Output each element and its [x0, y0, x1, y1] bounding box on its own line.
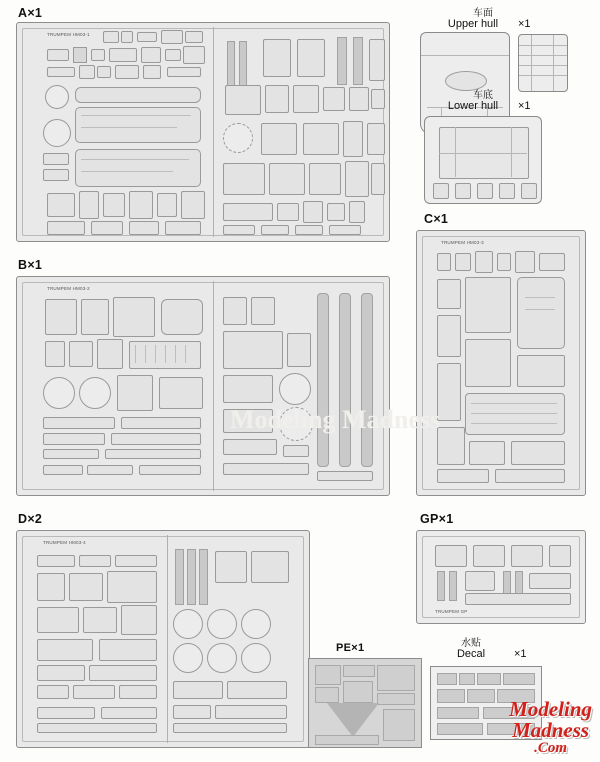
detail-line	[525, 297, 555, 298]
part	[79, 191, 99, 219]
decal-cn: 水贴	[461, 638, 481, 649]
part	[173, 705, 211, 719]
part	[117, 375, 153, 411]
part	[139, 465, 201, 475]
part-ring	[79, 377, 111, 409]
part	[465, 593, 571, 605]
pe-part	[343, 665, 375, 677]
detail-line	[135, 345, 136, 363]
part	[73, 685, 115, 699]
detail-line	[519, 45, 567, 46]
part	[437, 253, 451, 271]
watermark-ghost: Modeling Madness	[230, 405, 441, 434]
pe-fret	[308, 658, 422, 748]
part	[251, 297, 275, 325]
hull-axle	[433, 183, 449, 199]
sprue-a-divider	[213, 27, 214, 237]
watermark-logo	[509, 699, 592, 756]
part	[43, 449, 99, 459]
part	[371, 89, 385, 109]
pe-part	[377, 665, 415, 691]
sprue-d-label: D×2	[18, 512, 43, 526]
part	[349, 87, 369, 111]
part	[81, 299, 109, 335]
part-rod	[437, 571, 445, 601]
part	[173, 723, 287, 733]
sprue-d-tag: TRUMPEM HM03-4	[43, 540, 86, 545]
part-ring	[279, 373, 311, 405]
part	[223, 225, 255, 235]
detail-line	[553, 35, 554, 91]
part-rod	[199, 549, 208, 605]
pe-part	[383, 709, 415, 741]
part	[495, 469, 565, 483]
detail-line	[81, 115, 191, 116]
part	[37, 685, 69, 699]
part	[343, 121, 363, 157]
part	[115, 65, 139, 79]
part	[223, 439, 277, 455]
decal-item	[437, 673, 457, 685]
detail-line	[165, 345, 166, 363]
part	[47, 49, 69, 61]
part-frame-rail	[339, 293, 351, 467]
part	[265, 85, 289, 113]
part	[37, 639, 93, 661]
part	[473, 545, 505, 567]
part	[225, 85, 261, 115]
part	[475, 251, 493, 273]
part	[251, 551, 289, 583]
part	[69, 573, 103, 601]
part	[159, 377, 203, 409]
part	[47, 67, 75, 77]
sprue-gp-tag: TRUMPEM GP	[435, 609, 468, 614]
part	[455, 253, 471, 271]
part	[165, 221, 201, 235]
hull-axle	[477, 183, 493, 199]
sprue-b-label: B×1	[18, 258, 43, 272]
pe-label: PE×1	[336, 642, 365, 654]
sprue-b-divider	[213, 281, 214, 491]
part	[223, 463, 309, 475]
part	[465, 393, 565, 435]
watermark-line-1: Modeling	[509, 697, 592, 721]
part	[97, 66, 111, 78]
sprue-c-label: C×1	[424, 212, 449, 226]
part	[283, 445, 309, 457]
detail-line	[471, 413, 557, 414]
part	[111, 433, 201, 445]
part	[539, 253, 565, 271]
detail-line	[155, 345, 156, 363]
part	[47, 221, 85, 235]
part	[73, 47, 87, 63]
part	[437, 315, 461, 357]
part	[345, 161, 369, 197]
part	[469, 441, 505, 465]
part	[261, 225, 289, 235]
part	[517, 355, 565, 387]
lower-hull-body	[424, 116, 542, 204]
part	[465, 277, 511, 333]
part-ring	[45, 85, 69, 109]
part	[297, 39, 325, 77]
part	[89, 665, 157, 681]
pe-part	[315, 735, 379, 745]
part	[181, 191, 205, 219]
part-rod	[449, 571, 457, 601]
sprue-gp	[416, 530, 586, 624]
part-rod	[187, 549, 196, 605]
decal-item	[459, 673, 475, 685]
detail-line	[175, 345, 176, 363]
decal-en: Decal	[456, 648, 486, 660]
part	[295, 225, 323, 235]
part	[465, 571, 495, 591]
part	[79, 65, 95, 79]
part	[37, 555, 75, 567]
part	[43, 433, 105, 445]
detail-line	[471, 423, 557, 424]
sprue-b-tag: TRUMPEM HM03-2	[47, 286, 90, 291]
detail-line	[519, 65, 567, 66]
part	[37, 573, 65, 601]
lower-hull-en: Lower hull	[447, 100, 499, 112]
detail-line	[519, 55, 567, 56]
sprue-a	[16, 22, 390, 242]
detail-line	[185, 345, 186, 363]
part-wheel	[207, 609, 237, 639]
part	[105, 449, 201, 459]
part-rod	[337, 37, 347, 85]
decal-item	[503, 673, 535, 685]
lower-hull-cn: 车底	[473, 90, 493, 101]
part	[97, 339, 123, 369]
part	[349, 201, 365, 223]
part-hull-side	[75, 149, 201, 187]
part	[167, 67, 201, 77]
hull-axle	[499, 183, 515, 199]
part-frame-rail	[361, 293, 373, 467]
part	[115, 555, 157, 567]
part	[43, 153, 69, 165]
part-ring	[43, 119, 71, 147]
part	[511, 545, 543, 567]
part	[121, 31, 133, 43]
part	[497, 253, 511, 271]
detail-line	[531, 35, 532, 91]
hull-axle	[521, 183, 537, 199]
part	[37, 607, 79, 633]
part	[47, 193, 75, 217]
decal-item	[477, 673, 501, 685]
part	[113, 297, 155, 337]
part-wheel	[173, 609, 203, 639]
sprue-d-divider	[167, 535, 168, 743]
part	[511, 441, 565, 465]
sprue-a-tag: TRUMPEM HM03-1	[47, 32, 90, 37]
hull-axle	[455, 183, 471, 199]
part	[323, 87, 345, 111]
part	[119, 685, 157, 699]
part	[43, 465, 83, 475]
part	[515, 251, 535, 273]
detail-line	[421, 55, 509, 56]
part	[223, 297, 247, 325]
part-wheel	[241, 643, 271, 673]
part	[371, 163, 385, 195]
part-rod	[175, 549, 184, 605]
part	[223, 163, 265, 195]
part	[223, 203, 273, 221]
part	[269, 163, 305, 195]
part	[69, 341, 93, 367]
part	[223, 331, 283, 369]
part	[161, 30, 183, 44]
part	[303, 201, 323, 223]
part	[43, 417, 115, 429]
part-ring	[43, 377, 75, 409]
part	[173, 681, 223, 699]
part	[215, 551, 247, 583]
part	[327, 203, 345, 221]
decal-item	[437, 689, 465, 703]
part	[369, 39, 385, 81]
part	[45, 299, 77, 335]
upper-hull-detail	[518, 34, 568, 92]
pe-triangle-part	[327, 703, 379, 737]
part	[121, 417, 201, 429]
part	[129, 191, 153, 219]
watermark-line-2: Madness	[512, 718, 590, 742]
part	[549, 545, 571, 567]
part	[437, 363, 461, 421]
part	[141, 47, 161, 63]
part	[83, 607, 117, 633]
part	[103, 193, 125, 217]
detail-line	[525, 309, 555, 310]
detail-line	[455, 127, 456, 177]
upper-hull-count: ×1	[518, 18, 531, 30]
part	[437, 469, 489, 483]
part	[101, 707, 157, 719]
part	[45, 341, 65, 367]
part	[43, 169, 69, 181]
part	[99, 639, 157, 661]
part	[185, 31, 203, 43]
part	[437, 427, 465, 465]
part	[37, 707, 95, 719]
sprue-b	[16, 276, 390, 496]
part-hull-side	[75, 107, 201, 143]
part	[329, 225, 361, 235]
detail-line	[81, 171, 173, 172]
detail-line	[519, 75, 567, 76]
part	[121, 605, 157, 635]
sprue-c	[416, 230, 586, 496]
detail-line	[471, 403, 557, 404]
part	[107, 571, 157, 603]
detail-line	[81, 159, 189, 160]
watermark-line-3: .Com	[534, 740, 568, 756]
part	[435, 545, 467, 567]
lower-hull-count: ×1	[518, 100, 531, 112]
upper-hull-cn: 车面	[473, 8, 493, 19]
part	[261, 123, 297, 155]
detail-line	[81, 127, 177, 128]
pe-part	[315, 665, 341, 685]
part-rod	[353, 37, 363, 85]
part	[517, 277, 565, 349]
part	[37, 665, 85, 681]
part	[293, 85, 319, 113]
part	[161, 299, 203, 335]
part	[303, 123, 339, 155]
decal-count: ×1	[514, 648, 527, 660]
detail-line	[145, 345, 146, 363]
part	[137, 32, 157, 42]
part	[367, 123, 385, 155]
part	[75, 87, 201, 103]
part	[79, 555, 111, 567]
part	[465, 339, 511, 387]
part	[157, 193, 177, 217]
part	[165, 49, 181, 61]
detail-line	[511, 127, 512, 177]
part-ring	[223, 123, 253, 153]
detail-line	[439, 153, 527, 154]
part	[309, 163, 341, 195]
part	[263, 39, 291, 77]
pe-part	[315, 687, 339, 703]
decal-item	[437, 723, 483, 735]
part-frame-rail	[317, 293, 329, 467]
part	[287, 333, 311, 367]
part	[223, 375, 273, 403]
part	[227, 681, 287, 699]
decal-item	[467, 689, 495, 703]
upper-hull-en: Upper hull	[447, 18, 499, 30]
part	[87, 465, 133, 475]
sprue-a-label: A×1	[18, 6, 43, 20]
sprue-c-tag: TRUMPEM HM03-3	[441, 240, 484, 245]
part	[143, 65, 161, 79]
sprue-gp-label: GP×1	[420, 512, 454, 526]
sprue-d	[16, 530, 310, 748]
part	[277, 203, 299, 221]
part	[437, 279, 461, 309]
part	[103, 31, 119, 43]
part	[129, 221, 159, 235]
part-wheel	[173, 643, 203, 673]
pe-part	[377, 693, 415, 705]
part	[529, 573, 571, 589]
part	[109, 48, 137, 62]
part-wheel	[207, 643, 237, 673]
part	[37, 723, 157, 733]
part	[215, 705, 287, 719]
part	[317, 471, 373, 481]
part	[183, 46, 205, 64]
part-wheel	[241, 609, 271, 639]
pe-part	[343, 681, 373, 703]
part	[91, 49, 105, 61]
decal-item	[437, 707, 479, 719]
part	[91, 221, 123, 235]
